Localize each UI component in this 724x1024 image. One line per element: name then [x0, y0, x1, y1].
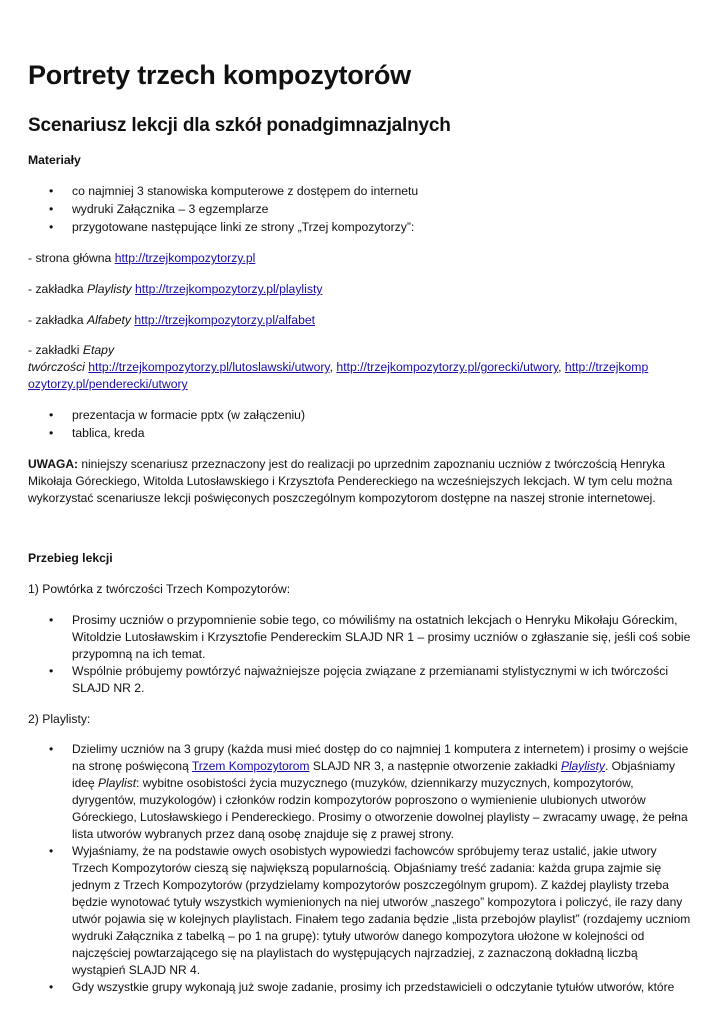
- link-line-playlisty: [28, 281, 693, 298]
- step1-heading: 1) Powtórka z twórczości Trzech Kompozytorów:: [28, 582, 291, 596]
- materials-item: • przygotowane następujące linki ze strony „Trzej kompozytorzy”:: [72, 219, 692, 236]
- link-separator: ,: [558, 360, 562, 374]
- step2-item1-text: Dzielimy uczniów na 3 grupy (każda musi mieć dostęp do co najmniej 1 komputera z internetem) i prosimy o wejście na stronę poświęconą: [72, 742, 689, 773]
- link-prefix: - zakładka: [28, 282, 84, 296]
- step2-item1-text: SLAJD NR 3, a następnie otworzenie zakładki: [312, 759, 558, 773]
- link-lutoslawski[interactable]: http://trzejkompozytorzy.pl/lutoslawski/utwory: [88, 360, 330, 374]
- link-alfabety[interactable]: http://trzejkompozytorzy.pl/alfabet: [134, 313, 316, 327]
- note-paragraph: [28, 456, 694, 507]
- link-playlisty-tab[interactable]: Playlisty: [560, 759, 605, 773]
- step2-item: [72, 741, 692, 843]
- tab-name-playlisty: Playlisty: [86, 282, 132, 296]
- note-label: UWAGA:: [28, 457, 78, 471]
- link-prefix: - zakładki: [28, 343, 80, 357]
- tab-name-etapy: Etapy: [82, 343, 115, 357]
- materials-item: • prezentacja w formacie pptx (w załączeniu): [72, 407, 692, 424]
- link-line-alfabety: [28, 312, 693, 329]
- link-line-etapy-cont: [28, 376, 693, 393]
- step2-item1-text: : wybitne osobistości życia muzycznego (muzyków, dziennikarzy muzycznych, kompozytorów, dyrygentów, muzykologów) i członków rodzin kompozytorów poproszono o wymienienie ulubionych utworów Góreckiego, Lutosławskiego i Pendereckiego. Prosimy o otworzenie dowolnej playlisty – zwracamy uwagę, że pełna lista utworów wybranych przez daną osobę znajduje się z prawej strony.: [72, 776, 688, 841]
- page-title: Portrety trzech kompozytorów: [28, 60, 411, 90]
- link-gorecki[interactable]: http://trzejkompozytorzy.pl/gorecki/utwory: [336, 360, 559, 374]
- link-line-etapy-label: [28, 342, 693, 359]
- step2-item: • Gdy wszystkie grupy wykonają już swoje zadanie, prosimy ich przedstawicieli o odczytanie tytułów utworów, które: [72, 979, 692, 996]
- link-penderecki-part1[interactable]: http://trzejkomp: [564, 360, 649, 374]
- link-playlisty[interactable]: http://trzejkompozytorzy.pl/playlisty: [135, 282, 323, 296]
- note-text: niniejszy scenariusz przeznaczony jest do realizacji po uprzednim zapoznaniu uczniów z twórczością Henryka Mikołaja Góreckiego, Witolda Lutosławskiego i Krzysztofa Pendereckiego na wcześniejszych lekcjach. W tym celu można wykorzystać scenariusze lekcji poświęconych poszczególnym kompozytorom dostępne na naszej stronie internetowej.: [28, 457, 673, 505]
- link-penderecki-part2[interactable]: ozytorzy.pl/penderecki/utwory: [28, 377, 188, 391]
- link-trzem-kompozytorom[interactable]: Trzem Kompozytorom: [191, 759, 310, 773]
- materials-item: • co najmniej 3 stanowiska komputerowe z dostępem do internetu: [72, 183, 692, 200]
- materials-item: • wydruki Załącznika – 3 egzemplarze: [72, 201, 692, 218]
- link-separator: ,: [329, 360, 334, 374]
- materials-item: • tablica, kreda: [72, 425, 692, 442]
- step2-item1-text: . Objaśniamy ideę: [72, 759, 675, 790]
- materials-heading: Materiały: [28, 153, 81, 167]
- lesson-heading: Przebieg lekcji: [28, 551, 113, 565]
- link-main[interactable]: http://trzejkompozytorzy.pl: [114, 251, 256, 265]
- step2-item1-term: Playlist: [98, 776, 137, 790]
- tab-name-tworczosci: twórczości: [28, 360, 85, 374]
- link-prefix: - zakładka: [28, 313, 84, 327]
- step1-item: • Prosimy uczniów o przypomnienie sobie tego, co mówiliśmy na ostatnich lekcjach o Henryku Mikołaju Góreckim, Witoldzie Lutosławskim i Krzysztofie Pendereckim SLAJD NR 1 – prosimy uczniów o zgłaszanie się, jeśli coś sobie przypomną na ich temat.: [72, 612, 692, 663]
- step2-item: • Wyjaśniamy, że na podstawie owych osobistych wypowiedzi fachowców spróbujemy teraz ustalić, jakie utwory Trzech Kompozytorów cieszą się największą popularnością. Objaśniamy treść zadania: każda grupa zajmie się jednym z Trzech Kompozytorów (przydzielamy kompozytorów poszczególnym grupom). Z każdej playlisty trzeba będzie wynotować tytuły wszystkich wymienionych na niej utworów „naszego” kompozytora i policzyć, ile razy dany utwór pojawia się w kolejnych playlistach. Finałem tego zadania będzie „lista przebojów playlist” (rozdajemy uczniom wydruki Załącznika z tabelką – po 1 na grupę): tytuły utworów danego kompozytora ułożone w kolejności od najczęściej powtarzającego się na playlistach do występujących najrzadziej, z zaznaczoną dokładną liczbą wystąpień SLAJD NR 4.: [72, 843, 692, 979]
- tab-name-alfabety: Alfabety: [86, 313, 131, 327]
- step1-item: • Wspólnie próbujemy powtórzyć najważniejsze pojęcia związane z przemianami stylistycznymi w ich twórczości SLAJD NR 2.: [72, 663, 692, 697]
- page-subtitle: Scenariusz lekcji dla szkół ponadgimnazjalnych: [28, 115, 451, 136]
- link-line-etapy-links: [28, 359, 693, 376]
- link-line-main: [28, 250, 693, 267]
- step2-heading: 2) Playlisty:: [28, 712, 91, 726]
- link-prefix: - strona główna: [28, 251, 112, 265]
